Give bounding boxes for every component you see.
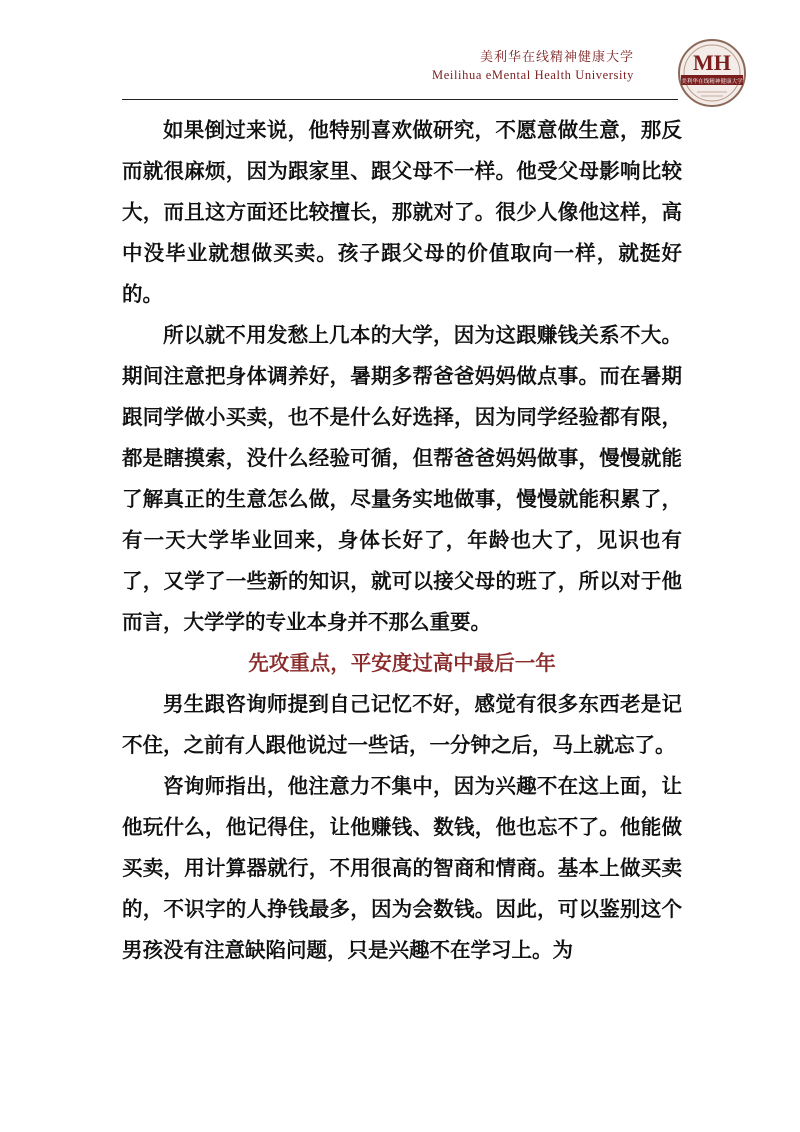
section-heading: 先攻重点，平安度过高中最后一年 xyxy=(248,651,556,675)
paragraph: 所以就不用发愁上几本的大学，因为这跟赚钱关系不大。期间注意把身体调养好，暑期多帮爸爸妈妈做点事。而在暑期跟同学做小买卖，也不是什么好选择，因为同学经验都有限，都是瞎摸索，没什么经验可循，但帮爸爸妈妈做事，慢慢就能了解真正的生意怎么做，尽量务实地做事，慢慢就能积累了，有一天大学毕业回来，身体长好了，年龄也大了，见识也有了，又学了一些新的知识，就可以接父母的班了，所以对于他而言，大学学的专业本身并不那么重要。 xyxy=(122,323,682,634)
logo-ribbon-text: 美利华在线精神健康大学 xyxy=(681,79,743,85)
page-header xyxy=(0,0,800,110)
header-divider xyxy=(122,99,678,100)
logo-monogram: MH xyxy=(693,50,731,75)
document-body xyxy=(122,110,682,971)
university-logo xyxy=(677,38,747,108)
paragraph: 咨询师指出，他注意力不集中，因为兴趣不在这上面，让他玩什么，他记得住，让他赚钱、数钱，他也忘不了。他能做买卖，用计算器就行，不用很高的智商和情商。基本上做买卖的，不识字的人挣钱最多，因为会数钱。因此，可以鉴别这个男孩没有注意缺陷问题，只是兴趣不在学习上。为 xyxy=(122,774,682,962)
paragraph: 男生跟咨询师提到自己记忆不好，感觉有很多东西老是记不住，之前有人跟他说过一些话，一分钟之后，马上就忘了。 xyxy=(122,692,682,757)
university-name-en: Meilihua eMental Health University xyxy=(432,68,634,82)
header-text-block xyxy=(432,48,634,84)
paragraph: 如果倒过来说，他特别喜欢做研究，不愿意做生意，那反而就很麻烦，因为跟家里、跟父母不一样。他受父母影响比较大，而且这方面还比较擅长，那就对了。很少人像他这样，高中没毕业就想做买卖。孩子跟父母的价值取向一样，就挺好的。 xyxy=(122,118,682,306)
university-name-cn: 美利华在线精神健康大学 xyxy=(479,49,634,64)
